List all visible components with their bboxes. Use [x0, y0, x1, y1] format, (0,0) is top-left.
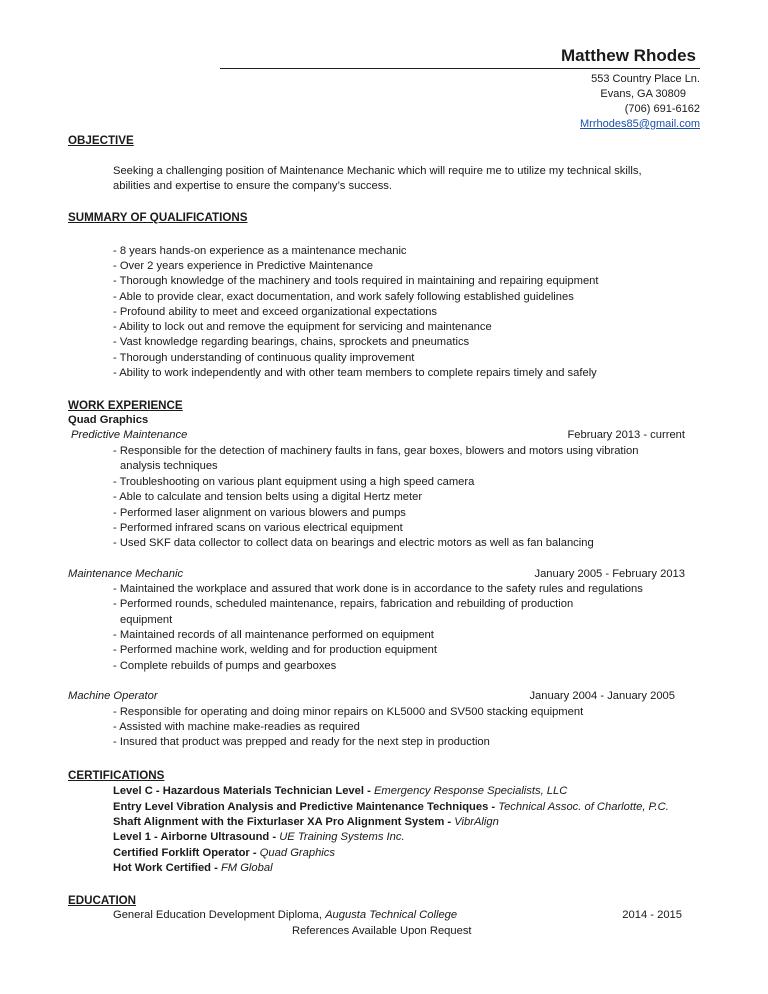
job-duty: - Performed laser alignment on various blowers and pumps: [113, 507, 406, 519]
job-duty: - Able to calculate and tension belts using a digital Hertz meter: [113, 491, 423, 503]
job-duty: - Insured that product was prepped and ready for the next step in production: [113, 736, 490, 748]
job-title: Machine Operator: [68, 690, 158, 702]
certification-issuer: FM Global: [220, 862, 273, 874]
email-link[interactable]: Mrrhodes85@gmail.com: [580, 118, 700, 130]
certifications-heading: CERTIFICATIONS: [68, 769, 165, 782]
summary-item: - Ability to lock out and remove the equipment for servicing and maintenance: [113, 321, 492, 333]
certification-name: Certified Forklift Operator: [113, 847, 250, 859]
summary-item: - 8 years hands-on experience as a maintenance mechanic: [113, 245, 407, 257]
objective-heading: OBJECTIVE: [68, 134, 134, 147]
certification-name: Entry Level Vibration Analysis and Predictive Maintenance Techniques: [113, 801, 489, 813]
education-degree: General Education Development Diploma,: [113, 909, 326, 921]
phone-number: (706) 691-6162: [624, 103, 700, 115]
summary-item: - Thorough knowledge of the machinery and tools required in maintaining and repairing equipment: [113, 275, 599, 287]
certification-issuer: VibrAlign: [454, 816, 499, 828]
job-duty: - Maintained the workplace and assured that work done is in accordance to the safety rules and regulations: [113, 583, 643, 595]
job-dates: January 2005 - February 2013: [534, 568, 685, 580]
certification-issuer: UE Training Systems Inc.: [279, 831, 405, 843]
summary-item: - Able to provide clear, exact documentation, and work safely following established guidelines: [113, 291, 574, 303]
objective-line: abilities and expertise to ensure the company’s success.: [113, 180, 393, 192]
job-duty: - Performed infrared scans on various electrical equipment: [113, 522, 403, 534]
certification-issuer: Technical Assoc. of Charlotte, P.C.: [498, 801, 669, 813]
education-item: [113, 909, 457, 921]
job-duty: - Performed rounds, scheduled maintenance, repairs, fabrication and rebuilding of production: [113, 598, 574, 610]
summary-item: - Profound ability to meet and exceed organizational expectations: [113, 306, 438, 318]
certification-item: Level C - Hazardous Materials Technician Level - Emergency Response Specialists, LLC: [113, 785, 568, 797]
header-rule: [220, 68, 700, 69]
job-duty: - Troubleshooting on various plant equipment using a high speed camera: [113, 476, 475, 488]
summary-heading: SUMMARY OF QUALIFICATIONS: [68, 211, 248, 224]
job-title: Predictive Maintenance: [71, 429, 188, 441]
job-duty: - Used SKF data collector to collect data on bearings and electric motors as well as fan balancing: [113, 537, 594, 549]
job-dates: January 2004 - January 2005: [529, 690, 675, 702]
job-duty: - Responsible for the detection of machinery faults in fans, gear boxes, blowers and motors using vibration: [113, 445, 639, 457]
certification-item: Shaft Alignment with the Fixturlaser XA Pro Alignment System - VibrAlign: [113, 816, 499, 828]
job-title: Maintenance Mechanic: [68, 568, 184, 580]
certification-item: Certified Forklift Operator - Quad Graphics: [113, 847, 335, 859]
job-duty: - Responsible for operating and doing minor repairs on KL5000 and SV500 stacking equipment: [113, 706, 584, 718]
job-duty: - Maintained records of all maintenance performed on equipment: [113, 629, 434, 641]
work-heading: WORK EXPERIENCE: [68, 399, 183, 412]
address-line-2: Evans, GA 30809: [600, 88, 686, 100]
candidate-name: Matthew Rhodes: [560, 46, 696, 65]
education-school: Augusta Technical College: [325, 909, 458, 921]
job-duty: analysis techniques: [120, 460, 218, 472]
certification-issuer: Quad Graphics: [259, 847, 335, 859]
certification-name: Level C - Hazardous Materials Technician Level: [113, 785, 364, 797]
education-heading: EDUCATION: [68, 894, 137, 907]
certification-item: Entry Level Vibration Analysis and Predictive Maintenance Techniques - Technical Assoc. of Charlotte, P.C.: [113, 801, 669, 813]
address-line-1: 553 Country Place Ln.: [591, 73, 700, 85]
certification-name: Hot Work Certified: [113, 862, 211, 874]
job-duty: - Assisted with machine make-readies as required: [113, 721, 360, 733]
job-duty: - Performed machine work, welding and for production equipment: [113, 644, 437, 656]
objective-line: Seeking a challenging position of Maintenance Mechanic which will require me to utilize my technical skills,: [113, 165, 642, 177]
certification-item: Level 1 - Airborne Ultrasound - UE Training Systems Inc.: [113, 831, 405, 843]
job-dates: February 2013 - current: [567, 429, 685, 441]
job-duty: equipment: [120, 614, 173, 626]
certification-name: Shaft Alignment with the Fixturlaser XA Pro Alignment System: [113, 816, 445, 828]
references-note: References Available Upon Request: [292, 925, 472, 937]
summary-item: - Vast knowledge regarding bearings, chains, sprockets and pneumatics: [113, 336, 470, 348]
summary-item: - Over 2 years experience in Predictive Maintenance: [113, 260, 373, 272]
summary-item: - Thorough understanding of continuous quality improvement: [113, 352, 415, 364]
certification-name: Level 1 - Airborne Ultrasound: [113, 831, 270, 843]
education-dates: 2014 - 2015: [622, 909, 682, 921]
certification-item: Hot Work Certified - FM Global: [113, 862, 273, 874]
certification-issuer: Emergency Response Specialists, LLC: [373, 785, 568, 797]
job-duty: - Complete rebuilds of pumps and gearboxes: [113, 660, 337, 672]
summary-item: - Ability to work independently and with other team members to complete repairs timely and safely: [113, 367, 597, 379]
company-name: Quad Graphics: [68, 414, 149, 426]
